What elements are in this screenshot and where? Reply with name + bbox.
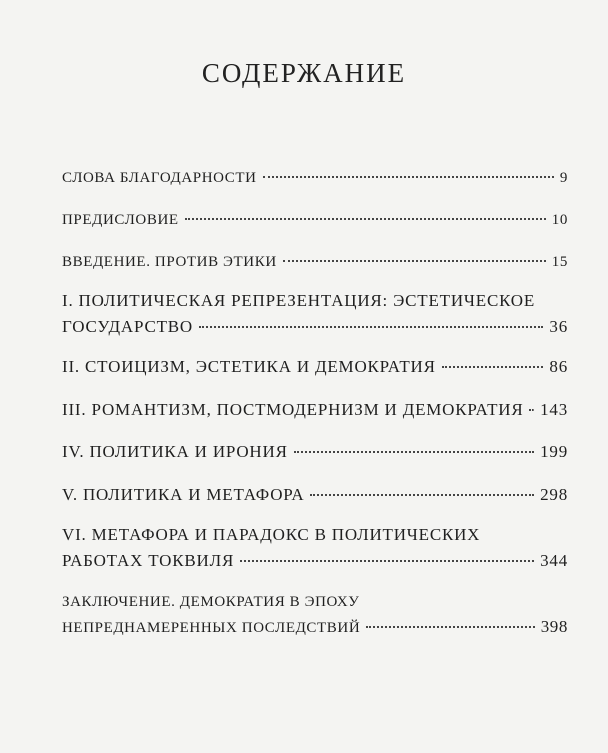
dot-leader	[263, 176, 554, 178]
toc-page-number: 36	[549, 317, 568, 336]
toc-entry-title-continued: НЕПРЕДНАМЕРЕННЫХ ПОСЛЕДСТВИЙ	[62, 620, 361, 636]
toc-entry-chapter-5	[62, 485, 568, 505]
dot-leader	[366, 626, 534, 628]
page-title: СОДЕРЖАНИЕ	[201, 58, 407, 88]
dot-leader	[310, 494, 534, 496]
toc-page-number: 10	[551, 212, 568, 228]
toc-page-number: 344	[540, 551, 568, 570]
toc-page-number: 143	[540, 400, 568, 419]
dot-leader	[240, 560, 534, 562]
toc-page-number: 298	[540, 485, 568, 504]
toc-entry-preface	[62, 212, 568, 229]
toc-entry-introduction	[62, 254, 568, 271]
dot-leader	[283, 260, 546, 262]
toc-page-number: 15	[551, 254, 568, 270]
toc-entry-chapter-3	[62, 400, 568, 420]
toc-page-number: 86	[549, 357, 568, 376]
toc-entry-title: ВВЕДЕНИЕ. ПРОТИВ ЭТИКИ	[62, 254, 277, 270]
toc-entry-title: IV. ПОЛИТИКА И ИРОНИЯ	[62, 442, 288, 461]
toc-page-number: 9	[559, 170, 568, 186]
toc-entry-title: II. СТОИЦИЗМ, ЭСТЕТИКА И ДЕМОКРАТИЯ	[62, 357, 436, 376]
dot-leader	[185, 218, 546, 220]
toc-entry-chapter-2	[62, 357, 568, 377]
toc-entry-title-continued: РАБОТАХ ТОКВИЛЯ	[62, 551, 235, 570]
toc-entry-chapter-1	[62, 291, 568, 337]
toc-entry-chapter-4	[62, 442, 568, 462]
toc-entry-conclusion	[62, 594, 568, 637]
toc-entry-title: ПРЕДИСЛОВИЕ	[62, 212, 179, 228]
toc-entry-chapter-6	[62, 525, 568, 571]
dot-leader	[199, 326, 543, 328]
toc-page-number: 398	[540, 617, 568, 636]
toc-entry-title: ЗАКЛЮЧЕНИЕ. ДЕМОКРАТИЯ В ЭПОХУ	[62, 594, 360, 610]
toc-entry-title: I. ПОЛИТИЧЕСКАЯ РЕПРЕЗЕНТАЦИЯ: ЭСТЕТИЧЕСКОЕ	[62, 291, 536, 310]
toc-entry-acknowledgements	[62, 170, 568, 187]
dot-leader	[294, 451, 534, 453]
dot-leader	[442, 366, 544, 368]
dot-leader	[529, 409, 534, 411]
toc-page-number: 199	[540, 442, 568, 461]
toc-entry-title-continued: ГОСУДАРСТВО	[62, 317, 193, 336]
toc-entry-title: VI. МЕТАФОРА И ПАРАДОКС В ПОЛИТИЧЕСКИХ	[62, 525, 481, 544]
toc-entry-title: V. ПОЛИТИКА И МЕТАФОРА	[62, 485, 305, 504]
toc-entry-title: III. РОМАНТИЗМ, ПОСТМОДЕРНИЗМ И ДЕМОКРАТИЯ	[62, 400, 524, 419]
toc-entry-title: СЛОВА БЛАГОДАРНОСТИ	[62, 170, 257, 186]
